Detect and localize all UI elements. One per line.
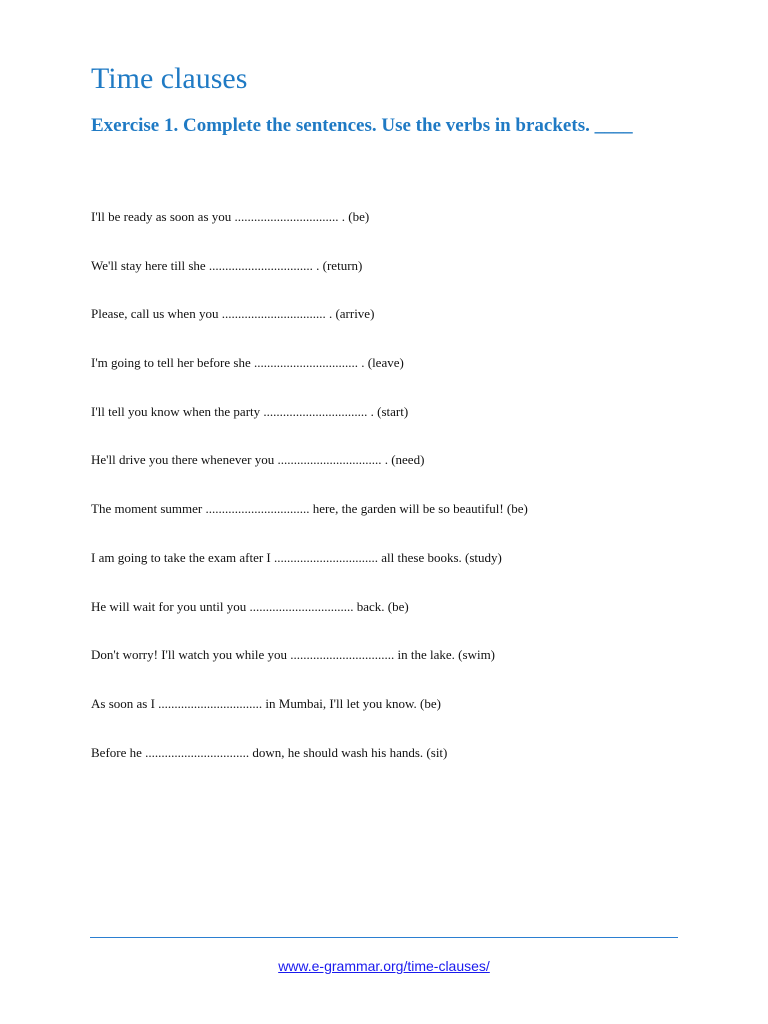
sentence-item: As soon as I ................................ in Mumbai, I'll let you know. (be) xyxy=(91,695,441,711)
exercise-heading: Exercise 1. Complete the sentences. Use the verbs in brackets. ____ xyxy=(91,115,633,136)
sentence-item: I'm going to tell her before she ................................ . (leave) xyxy=(91,355,404,371)
footer-divider xyxy=(90,937,678,938)
sentence-item: Before he ................................ down, he should wash his hands. (sit) xyxy=(91,744,448,760)
sentence-item: I am going to take the exam after I ................................ all these books. (study) xyxy=(91,549,502,565)
sentence-item: I'll tell you know when the party ................................ . (start) xyxy=(91,403,409,419)
sentence-list xyxy=(91,206,528,790)
sentence-item: I'll be ready as soon as you ................................ . (be) xyxy=(91,209,370,224)
sentence-item: He will wait for you until you ................................ back. (be) xyxy=(91,598,409,614)
sentence-item: The moment summer ................................ here, the garden will be so beautiful! (be) xyxy=(91,501,528,517)
sentence-item: He'll drive you there whenever you ................................ . (need) xyxy=(91,452,425,468)
footer-link[interactable]: www.e-grammar.org/time-clauses/ xyxy=(278,958,490,974)
page-title: Time clauses xyxy=(91,62,248,95)
sentence-item: We'll stay here till she ................................ . (return) xyxy=(91,257,363,273)
sentence-item: Please, call us when you ................................ . (arrive) xyxy=(91,306,375,322)
sentence-item: Don't worry! I'll watch you while you ................................ in the lake. (swim) xyxy=(91,647,496,663)
